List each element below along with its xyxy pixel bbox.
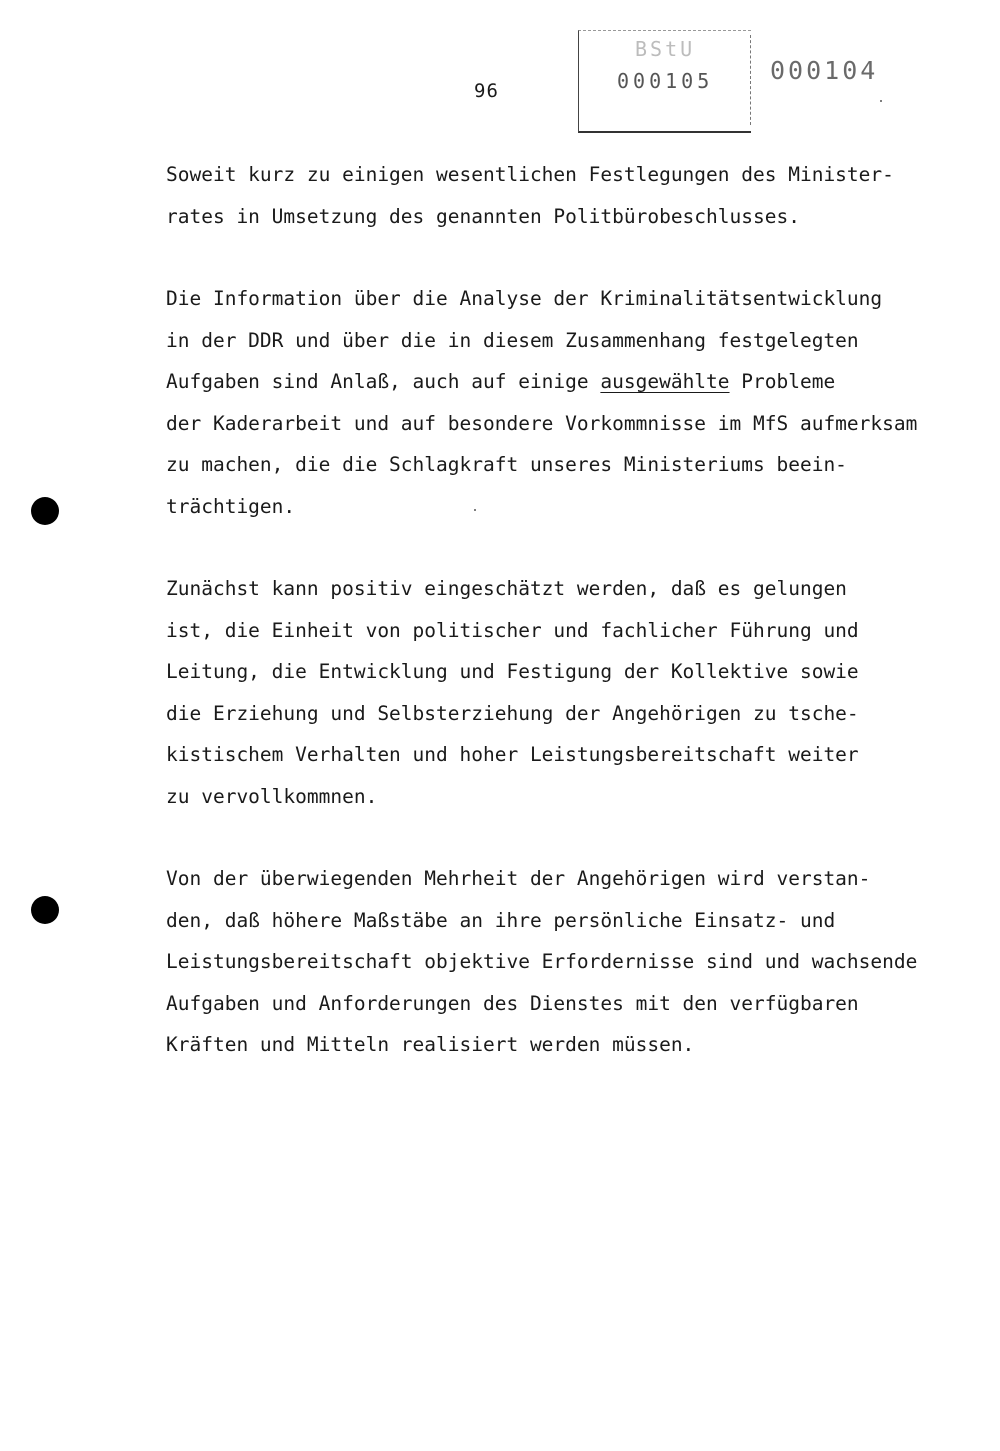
text-segment: Aufgaben sind Anlaß, auch auf einige [166, 370, 601, 393]
text-line: Aufgaben und Anforderungen des Dienstes mit den verfügbaren [166, 991, 859, 1015]
text-line: Leistungsbereitschaft objektive Erfordernisse sind und wachsende [166, 950, 918, 973]
punch-hole-bottom [31, 896, 59, 924]
page-number: 96 [474, 80, 499, 102]
paragraph-4 [166, 858, 976, 1066]
text-line: ist, die Einheit von politischer und fachlicher Führung und [166, 618, 859, 642]
text-line: Soweit kurz zu einigen wesentlichen Festlegungen des Minister- [166, 163, 894, 186]
text-line: in der DDR und über die in diesem Zusammenhang festgelegten [166, 328, 859, 352]
text-line: Zunächst kann positiv eingeschätzt werden, daß es gelungen [166, 577, 847, 600]
paragraph-1 [166, 154, 976, 237]
text-line: trächtigen. [166, 494, 296, 518]
punch-hole-top [31, 497, 59, 525]
text-line: Leitung, die Entwicklung und Festigung der Kollektive sowie [166, 660, 859, 683]
paragraph-3 [166, 568, 976, 817]
text-line: rates in Umsetzung des genannten Politbürobeschlusses. [166, 204, 800, 228]
document-body [166, 154, 976, 1107]
text-line-with-emphasis [166, 361, 976, 403]
stamp-number: 000105 [617, 69, 714, 93]
text-segment: Probleme [729, 370, 836, 393]
text-line: der Kaderarbeit und auf besondere Vorkommnisse im MfS aufmerksam [166, 411, 918, 435]
stamp-edge [750, 35, 751, 125]
paper-speck [880, 100, 882, 102]
text-line: die Erziehung und Selbsterziehung der Angehörigen zu tsche- [166, 701, 859, 725]
text-line: Kräften und Mitteln realisiert werden müssen. [166, 1033, 695, 1056]
stamp-label: BStU [635, 37, 696, 61]
text-line: zu machen, die die Schlagkraft unseres Ministeriums beein- [166, 453, 847, 476]
underlined-word: ausgewählte [600, 370, 730, 393]
paragraph-2 [166, 278, 976, 527]
archive-page-number: 000104 [770, 56, 879, 85]
text-line: zu vervollkommnen. [166, 784, 378, 808]
archive-stamp [578, 30, 751, 133]
text-line: den, daß höhere Maßstäbe an ihre persönliche Einsatz- und [166, 908, 836, 932]
text-line: kistischem Verhalten und hoher Leistungsbereitschaft weiter [166, 743, 859, 766]
text-line: Von der überwiegenden Mehrheit der Angehörigen wird verstan- [166, 867, 871, 890]
text-line: Die Information über die Analyse der Kriminalitätsentwicklung [166, 287, 883, 310]
